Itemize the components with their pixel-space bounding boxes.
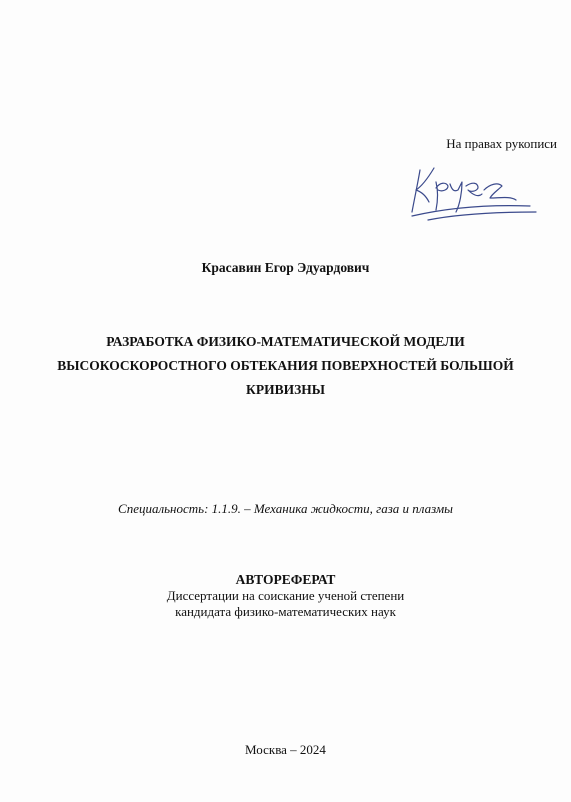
abstract-line: кандидата физико-математических наук <box>175 604 396 619</box>
abstract-block <box>0 572 571 620</box>
dissertation-title <box>40 330 531 402</box>
city-year: Москва – 2024 <box>245 742 326 757</box>
handwritten-signature <box>398 160 538 224</box>
title-line: ВЫСОКОСКОРОСТНОГО ОБТЕКАНИЯ ПОВЕРХНОСТЕЙ БОЛЬШОЙ <box>57 358 514 373</box>
abstract-line: Диссертации на соискание ученой степени <box>166 588 405 603</box>
rights-note: На правах рукописи <box>446 136 557 151</box>
title-line: КРИВИЗНЫ <box>246 382 325 397</box>
title-line: РАЗРАБОТКА ФИЗИКО-МАТЕМАТИЧЕСКОЙ МОДЕЛИ <box>106 334 465 349</box>
specialty-line: Специальность: 1.1.9. – Механика жидкости, газа и плазмы <box>118 501 453 516</box>
author-name: Красавин Егор Эдуардович <box>201 260 370 275</box>
abstract-heading: АВТОРЕФЕРАТ <box>235 572 336 587</box>
